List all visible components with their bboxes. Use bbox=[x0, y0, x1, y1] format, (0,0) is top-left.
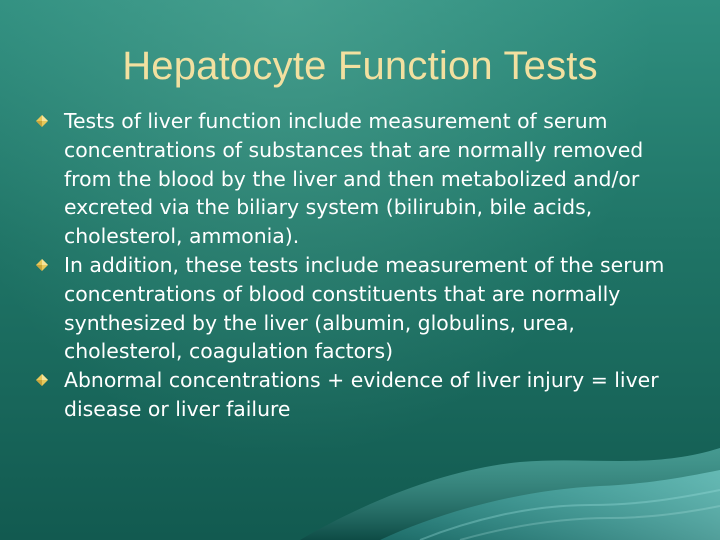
diamond-bullet-icon bbox=[36, 115, 48, 127]
slide-title: Hepatocyte Function Tests bbox=[122, 44, 598, 88]
diamond-bullet-icon bbox=[36, 259, 48, 271]
bullet-text: In addition, these tests include measurement of the serum concentrations of blood constituents that are normally synthesized by the liver (albumin, globulins, urea, cholesterol, coagulation factors) bbox=[64, 252, 665, 364]
bullet-item bbox=[36, 107, 686, 251]
bullet-item bbox=[36, 251, 686, 366]
bullet-list bbox=[36, 107, 686, 424]
bullet-text: Abnormal concentrations + evidence of liver injury = liver disease or liver failure bbox=[64, 368, 659, 421]
bullet-text: Tests of liver function include measurement of serum concentrations of substances that are normally removed from the blood by the liver and then metabolized and/or excreted via the biliary system (bilirubin, bile acids, cholesterol, ammonia). bbox=[64, 109, 644, 249]
diamond-bullet-icon bbox=[36, 374, 48, 386]
bullet-item bbox=[36, 366, 686, 424]
